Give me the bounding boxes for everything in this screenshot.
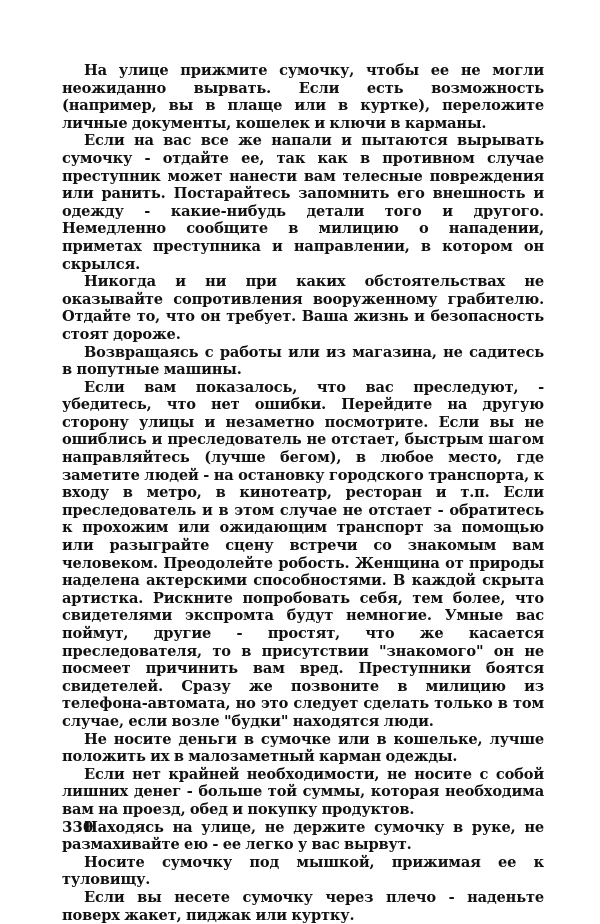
page-body bbox=[62, 62, 544, 924]
paragraph-5: Если вам показалось, что вас преследуют, - убедитесь, что нет ошибки. Перейдите на другую сторону улицы и незаметно посмотрите. Если вы не ошиблись и преследователь не отстает, быстрым шагом направляйтесь (лучше бегом), в любое место, где заметите людей - на остановку городского транспорта, к входу в метро, в кинотеатр, ресторан и т.п. Если преследователь и в этом случае не отстает - обратитесь к прохожим или ожидающим транспорт за помощью или разыграйте сцену встречи со знакомым вам человеком. Преодолейте робость. Женщина от природы наделена актерскими способностями. В каждой скрыта артистка. Рискните попробовать себя, тем более, что свидетелями экспромта будут немногие. Умные вас поймут, другие - простят, что же касается преследователя, то в присутствии "знакомого" он не посмеет причинить вам вред. Преступники боятся свидетелей. Сразу же позвоните в милицию из телефона-автомата, но это следует сделать только в том случае, если возле "будки" находятся люди. bbox=[62, 378, 544, 730]
paragraph-8: Находясь на улице, не держите сумочку в руке, не размахивайте ею - ее легко у вас вырвут. bbox=[62, 818, 544, 854]
paragraph-4: Возвращаясь с работы или из магазина, не садитесь в попутные машины. bbox=[62, 343, 544, 379]
paragraph-10: Если вы несете сумочку через плечо - наденьте поверх жакет, пиджак или куртку. bbox=[62, 888, 544, 924]
paragraph-3: Никогда и ни при каких обстоятельствах не оказывайте сопротивления вооруженному грабителю. Отдайте то, что он требует. Ваша жизнь и безопасность стоят дороже. bbox=[62, 273, 544, 343]
paragraph-1: На улице прижмите сумочку, чтобы ее не могли неожиданно вырвать. Если есть возможность (например, вы в плаще или в куртке), переложите личные документы, кошелек и ключи в карманы. bbox=[62, 62, 544, 132]
paragraph-9: Носите сумочку под мышкой, прижимая ее к туловищу. bbox=[62, 853, 544, 889]
paragraph-7: Если нет крайней необходимости, не носите с собой лишних денег - больше той суммы, которая необходима вам на проезд, обед и покупку продуктов. bbox=[62, 765, 544, 818]
page-number: 330 bbox=[62, 818, 94, 836]
paragraph-6: Не носите деньги в сумочке или в кошельке, лучше положить их в малозаметный карман одежды. bbox=[62, 730, 544, 766]
paragraph-2: Если на вас все же напали и пытаются вырывать сумочку - отдайте ее, так как в противном случае преступник может нанести вам телесные повреждения или ранить. Постарайтесь запомнить его внешность и одежду - какие-нибудь детали того и другого. Немедленно сообщите в милицию о нападении, приметах преступника и направлении, в котором он скрылся. bbox=[62, 132, 544, 273]
